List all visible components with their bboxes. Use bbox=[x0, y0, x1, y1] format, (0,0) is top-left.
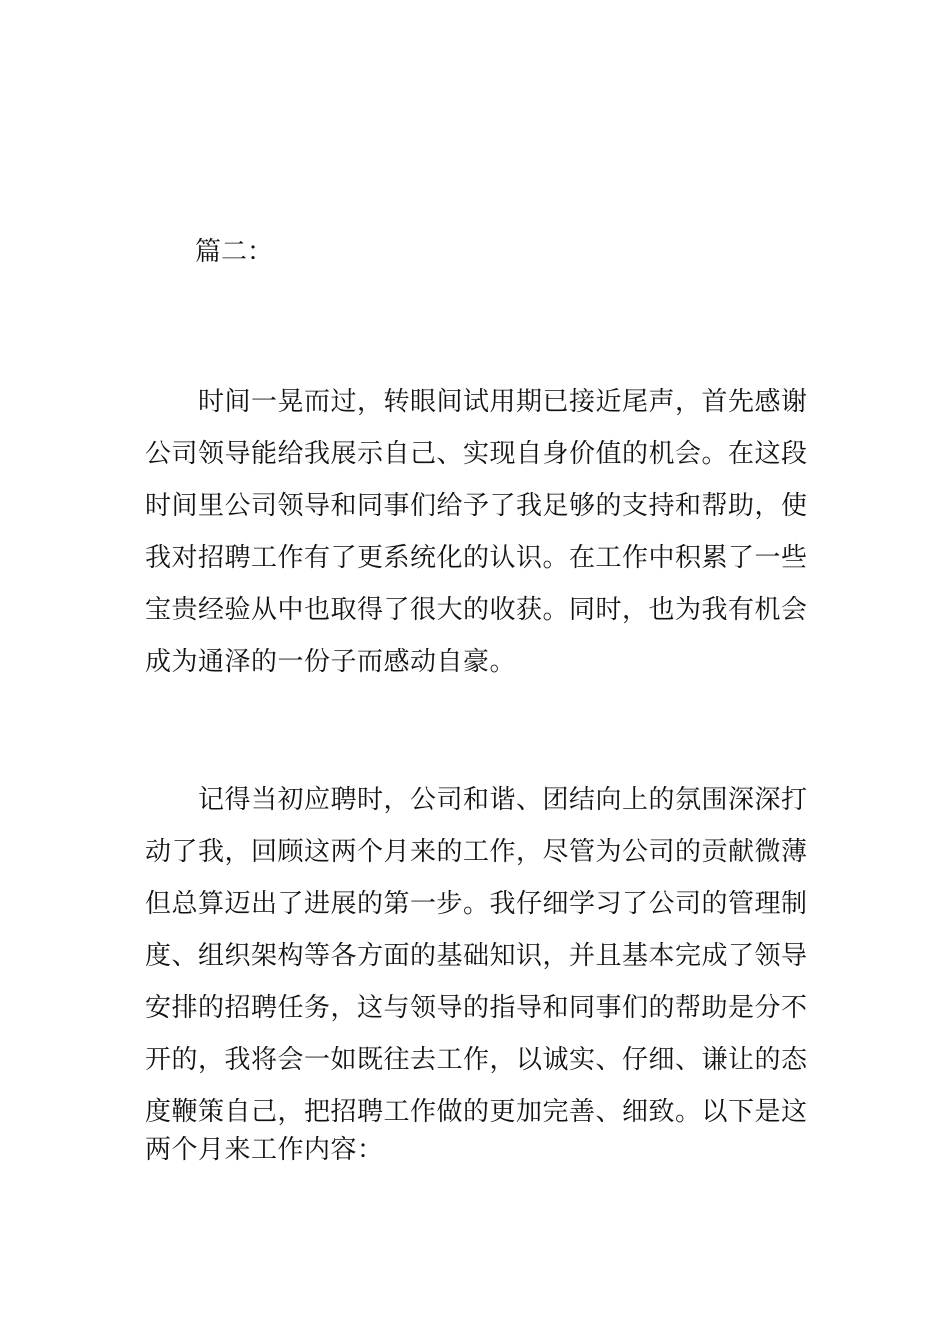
paragraph-line: 两个月来工作内容： bbox=[145, 1135, 384, 1165]
paragraph-line: 度、组织架构等各方面的基础知识，并且基本完成了领导 bbox=[145, 941, 808, 971]
paragraph-line: 动了我，回顾这两个月来的工作，尽管为公司的贡献微薄 bbox=[145, 837, 808, 867]
paragraph-line: 公司领导能给我展示自己、实现自身价值的机会。在这段 bbox=[145, 439, 808, 469]
paragraph-line: 时间一晃而过，转眼间试用期已接近尾声，首先感谢 bbox=[198, 387, 808, 417]
paragraph-line: 度鞭策自己，把招聘工作做的更加完善、细致。以下是这 bbox=[145, 1097, 808, 1127]
paragraph-line: 开的，我将会一如既往去工作，以诚实、仔细、谦让的态 bbox=[145, 1045, 808, 1075]
section-heading: 篇二： bbox=[195, 237, 274, 267]
paragraph-line: 安排的招聘任务，这与领导的指导和同事们的帮助是分不 bbox=[145, 993, 808, 1023]
paragraph-line: 成为通泽的一份子而感动自豪。 bbox=[145, 647, 517, 677]
paragraph-line: 宝贵经验从中也取得了很大的收获。同时，也为我有机会 bbox=[145, 595, 808, 625]
paragraph-line: 我对招聘工作有了更系统化的认识。在工作中积累了一些 bbox=[145, 543, 808, 573]
paragraph-line: 记得当初应聘时，公司和谐、团结向上的氛围深深打 bbox=[198, 785, 808, 815]
paragraph-line: 但总算迈出了进展的第一步。我仔细学习了公司的管理制 bbox=[145, 889, 808, 919]
paragraph-line: 时间里公司领导和同事们给予了我足够的支持和帮助，使 bbox=[145, 491, 808, 521]
